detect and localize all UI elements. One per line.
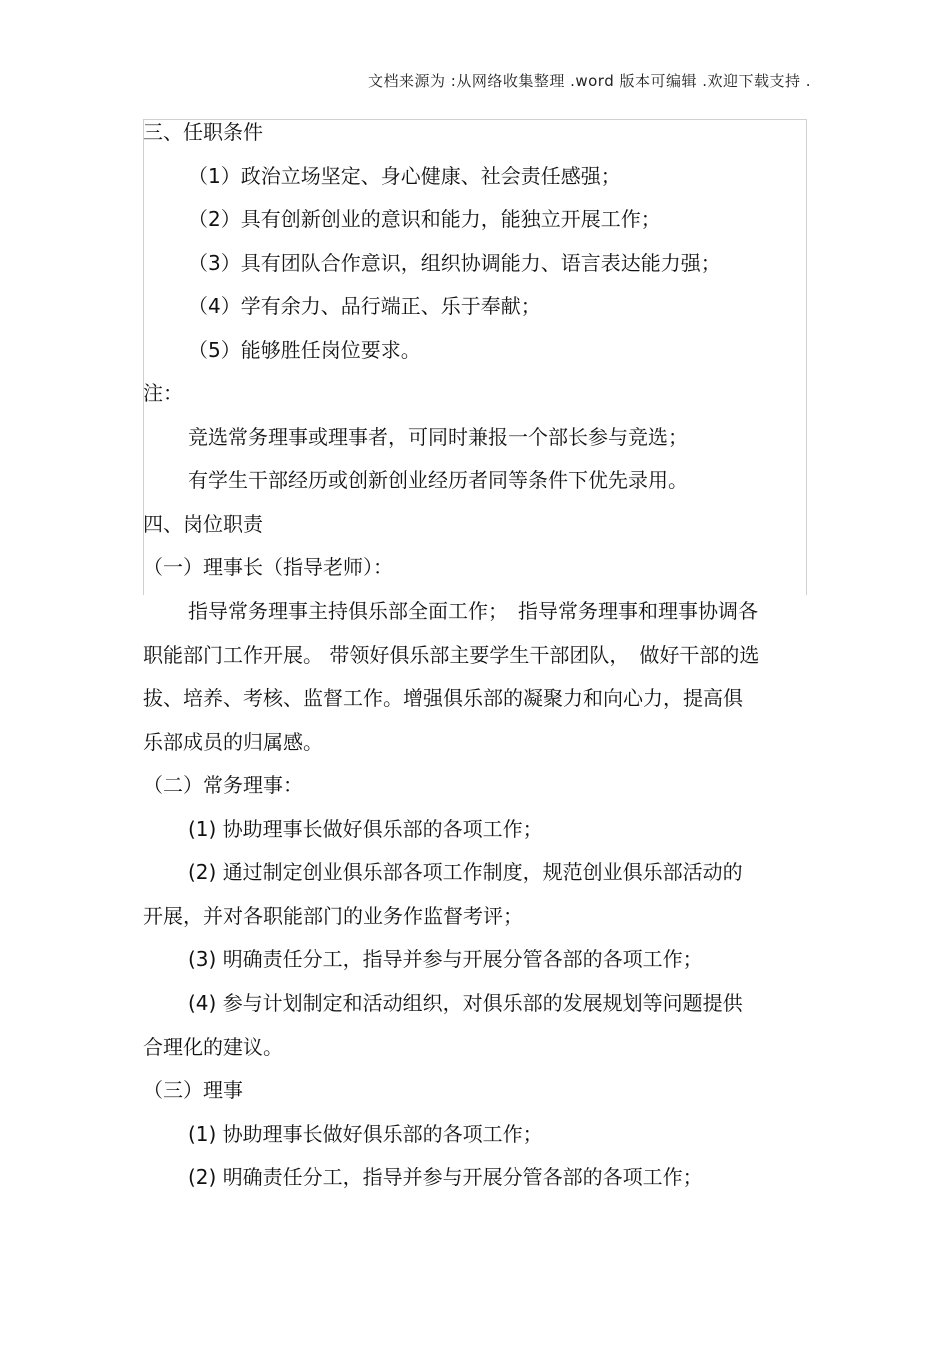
note-label: 注： <box>143 381 183 405</box>
note-line-1: 竞选常务理事或理事者，可同时兼报一个部长参与竞选； <box>188 425 688 449</box>
subsection-chairman-title: （一）理事长（指导老师）： <box>143 555 393 579</box>
condition-item-1: （1）政治立场坚定、身心健康、社会责任感强； <box>188 164 621 188</box>
chairman-duty-line-1: 指导常务理事主持俱乐部全面工作； 指导常务理事和理事协调各 <box>188 599 758 623</box>
director-duty-line-1: (1) 协助理事长做好俱乐部的各项工作； <box>188 1122 543 1146</box>
chairman-duty-line-3: 拔、培养、考核、监督工作。增强俱乐部的凝聚力和向心力，提高俱 <box>143 686 743 710</box>
chairman-duty-line-4: 乐部成员的归属感。 <box>143 730 323 754</box>
director-duty-line-2: (2) 明确责任分工，指导并参与开展分管各部的各项工作； <box>188 1165 703 1189</box>
executive-duty-line-5: (4) 参与计划制定和活动组织，对俱乐部的发展规划等问题提供 <box>188 991 743 1015</box>
section-4-title: 四、岗位职责 <box>143 512 263 536</box>
subsection-director-title: （三）理事 <box>143 1078 243 1102</box>
executive-duty-line-1: (1) 协助理事长做好俱乐部的各项工作； <box>188 817 543 841</box>
document-header: 文档来源为 :从网络收集整理 .word 版本可编辑 .欢迎下载支持 . <box>368 72 812 90</box>
note-line-2: 有学生干部经历或创新创业经历者同等条件下优先录用。 <box>188 468 688 492</box>
executive-duty-line-6: 合理化的建议。 <box>143 1035 283 1059</box>
subsection-executive-title: （二）常务理事： <box>143 773 303 797</box>
executive-duty-line-4: (3) 明确责任分工，指导并参与开展分管各部的各项工作； <box>188 947 703 971</box>
executive-duty-line-3: 开展，并对各职能部门的业务作监督考评； <box>143 904 523 928</box>
chairman-duty-line-2: 职能部门工作开展。 带领好俱乐部主要学生干部团队， 做好干部的选 <box>143 643 760 667</box>
condition-item-5: （5）能够胜任岗位要求。 <box>188 338 421 362</box>
condition-item-2: （2）具有创新创业的意识和能力，能独立开展工作； <box>188 207 661 231</box>
condition-item-4: （4）学有余力、品行端正、乐于奉献； <box>188 294 541 318</box>
executive-duty-line-2: (2) 通过制定创业俱乐部各项工作制度，规范创业俱乐部活动的 <box>188 860 743 884</box>
section-3-title: 三、任职条件 <box>143 120 263 144</box>
condition-item-3: （3）具有团队合作意识，组织协调能力、语言表达能力强； <box>188 251 721 275</box>
